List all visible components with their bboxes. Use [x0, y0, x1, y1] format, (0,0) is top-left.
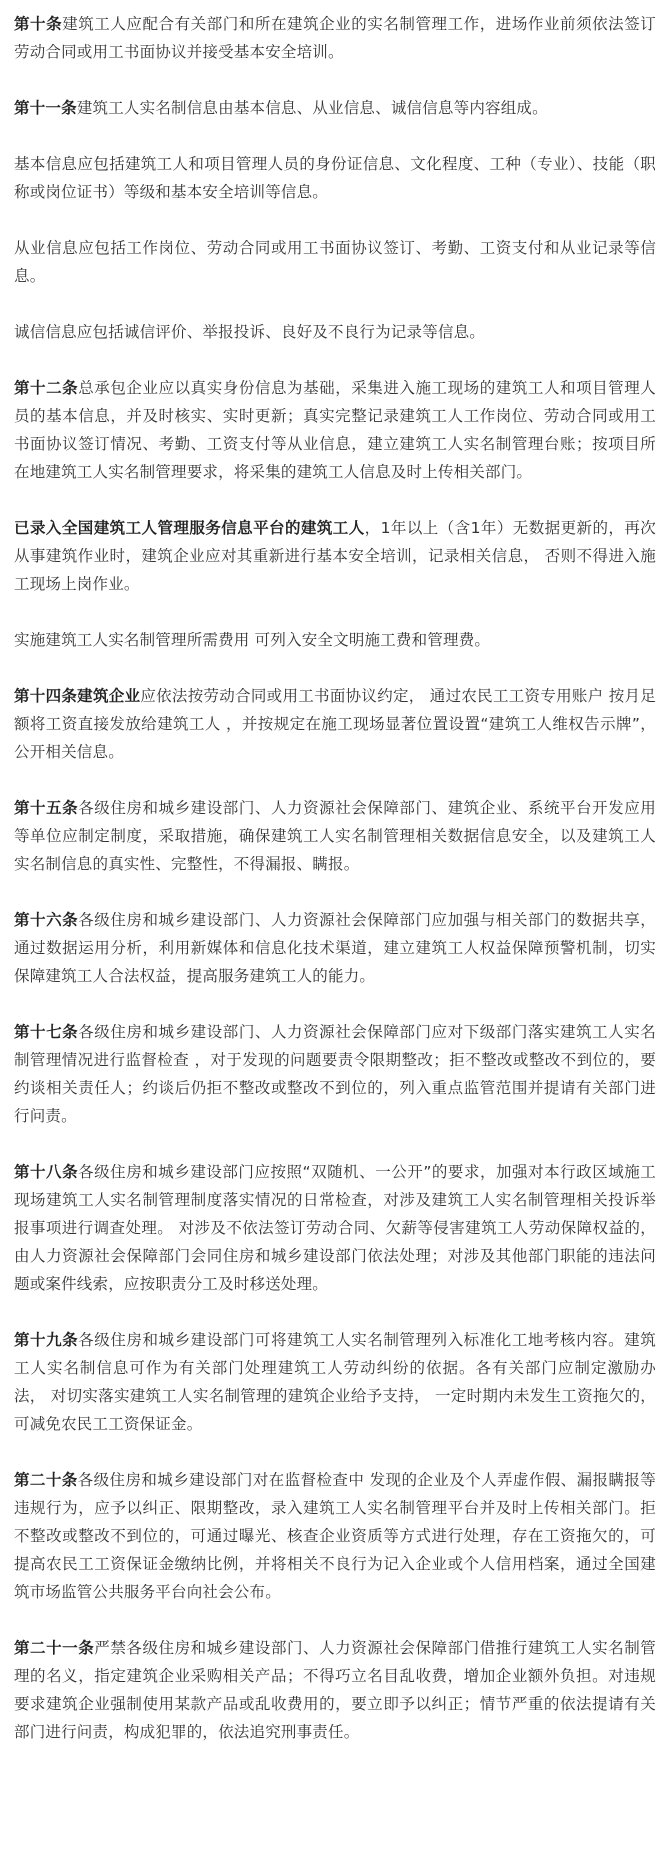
- article-18: [14, 1158, 656, 1298]
- article-text: 总承包企业应以真实身份信息为基础，采集进入施工现场的建筑工人和项目管理人员的基本信息，并及时核实、实时更新；真实完整记录建筑工人工作岗位、劳动合同或用工书面协议签订情况、考勤、工资支付等从业信息，建立建筑工人实名制管理台账；按项目所在地建筑工人实名制管理要求，将采集的建筑工人信息及时上传相关部门。: [14, 379, 657, 481]
- article-number: 第十八条: [14, 1163, 79, 1181]
- article-11: [14, 94, 656, 122]
- article-text: 从业信息应包括工作岗位、劳动合同或用工书面协议签订、考勤、工资支付和从业记录等信息。: [14, 239, 656, 285]
- emphasis-lead: 已录入全国建筑工人管理服务信息平台的建筑工人: [14, 519, 365, 537]
- article-text: 实施建筑工人实名制管理所需费用 可列入安全文明施工费和管理费。: [14, 631, 491, 649]
- article-number: 第十一条: [14, 99, 77, 117]
- article-10: [14, 10, 656, 66]
- article-text: 建筑工人应配合有关部门和所在建筑企业的实名制管理工作，进场作业前须依法签订劳动合同或用工书面协议并接受基本安全培训。: [14, 15, 656, 61]
- integrity-info-paragraph: [14, 318, 656, 346]
- article-text: ，1年以上（含1年）无数据更新的，再次从事建筑作业时，建筑企业应对其重新进行基本安全培训，记录相关信息， 否则不得进入施工现场上岗作业。: [14, 519, 656, 593]
- article-15: [14, 794, 656, 878]
- article-text: 建筑工人实名制信息由基本信息、从业信息、诚信信息等内容组成。: [76, 99, 548, 117]
- article-19: [14, 1326, 656, 1438]
- article-number: 第十六条: [14, 911, 79, 929]
- article-21: [14, 1634, 656, 1746]
- article-text: 各级住房和城乡建设部门、人力资源社会保障部门应对下级部门落实建筑工人实名制管理情况进行监督检查 ，对于发现的问题要责令限期整改；拒不整改或整改不到位的，要约谈相关责任人；约谈后仍拒不整改或整改不到位的，列入重点监管范围并提请有关部门进行问责。: [14, 1023, 657, 1125]
- article-number: 第十七条: [14, 1023, 79, 1041]
- article-number: 第十九条: [14, 1331, 79, 1349]
- basic-info-paragraph: [14, 150, 656, 206]
- article-text: 应依法按劳动合同或用工书面协议约定， 通过农民工工资专用账户 按月足额将工资直接发放给建筑工人 ，并按规定在施工现场显著位置设置“建筑工人维权告示牌”，公开相关信息。: [14, 687, 656, 761]
- article-number: 第十五条: [14, 799, 79, 817]
- article-12: [14, 374, 656, 486]
- article-number: 第二十条: [14, 1471, 78, 1489]
- article-text: 严禁各级住房和城乡建设部门、人力资源社会保障部门借推行建筑工人实名制管理的名义，指定建筑企业采购相关产品；不得巧立名目乱收费，增加企业额外负担。对违规要求建筑企业强制使用某款产品或乱收费用的，要立即予以纠正；情节严重的依法提请有关部门进行问责，构成犯罪的，依法追究刑事责任。: [14, 1639, 656, 1741]
- employment-info-paragraph: [14, 234, 656, 290]
- article-16: [14, 906, 656, 990]
- article-text: 各级住房和城乡建设部门、人力资源社会保障部门、建筑企业、系统平台开发应用等单位应制定制度，采取措施，确保建筑工人实名制管理相关数据信息安全，以及建筑工人实名制信息的真实性、完整性，不得漏报、瞒报。: [14, 799, 657, 873]
- article-number: 第二十一条: [14, 1639, 95, 1657]
- article-text: 各级住房和城乡建设部门应按照“双随机、一公开”的要求，加强对本行政区域施工现场建筑工人实名制管理制度落实情况的日常检查，对涉及建筑工人实名制管理相关投诉举报事项进行调查处理。 对涉及不依法签订劳动合同、欠薪等侵害建筑工人劳动保障权益的，由人力资源社会保障部门会同住房和城乡建设部门依法处理；对涉及其他部门职能的违法问题或案件线索，应按职责分工及时移送处理。: [14, 1163, 656, 1293]
- article-text: 各级住房和城乡建设部门对在监督检查中 发现的企业及个人弄虚作假、漏报瞒报等违规行为，应予以纠正、限期整改，录入建筑工人实名制管理平台并及时上传相关部门。拒不整改或整改不到位的，可通过曝光、核查企业资质等方式进行处理，存在工资拖欠的，可提高农民工工资保证金缴纳比例，并将相关不良行为记入企业或个人信用档案，通过全国建筑市场监管公共服务平台向社会公布。: [14, 1471, 656, 1601]
- article-number: 第十二条: [14, 379, 79, 397]
- article-number: 第十条: [14, 15, 63, 33]
- article-14: [14, 682, 656, 766]
- registered-workers-paragraph: [14, 514, 656, 598]
- article-text: 各级住房和城乡建设部门、人力资源社会保障部门应加强与相关部门的数据共享，通过数据运用分析，利用新媒体和信息化技术渠道，建立建筑工人权益保障预警机制，切实保障建筑工人合法权益，提高服务建筑工人的能力。: [14, 911, 657, 985]
- article-text: 各级住房和城乡建设部门可将建筑工人实名制管理列入标准化工地考核内容。建筑工人实名制信息可作为有关部门处理建筑工人劳动纠纷的依据。各有关部门应制定激励办法， 对切实落实建筑工人实名制管理的建筑企业给予支持， 一定时期内未发生工资拖欠的，可减免农民工工资保证金。: [14, 1331, 657, 1433]
- article-17: [14, 1018, 656, 1130]
- article-number: 第十四条建筑企业: [14, 687, 141, 705]
- article-text: 基本信息应包括建筑工人和项目管理人员的身份证信息、文化程度、工种（专业）、技能（职称或岗位证书）等级和基本安全培训等信息。: [14, 155, 656, 201]
- cost-paragraph: [14, 626, 656, 654]
- article-text: 诚信信息应包括诚信评价、举报投诉、良好及不良行为记录等信息。: [14, 323, 486, 341]
- article-20: [14, 1466, 656, 1606]
